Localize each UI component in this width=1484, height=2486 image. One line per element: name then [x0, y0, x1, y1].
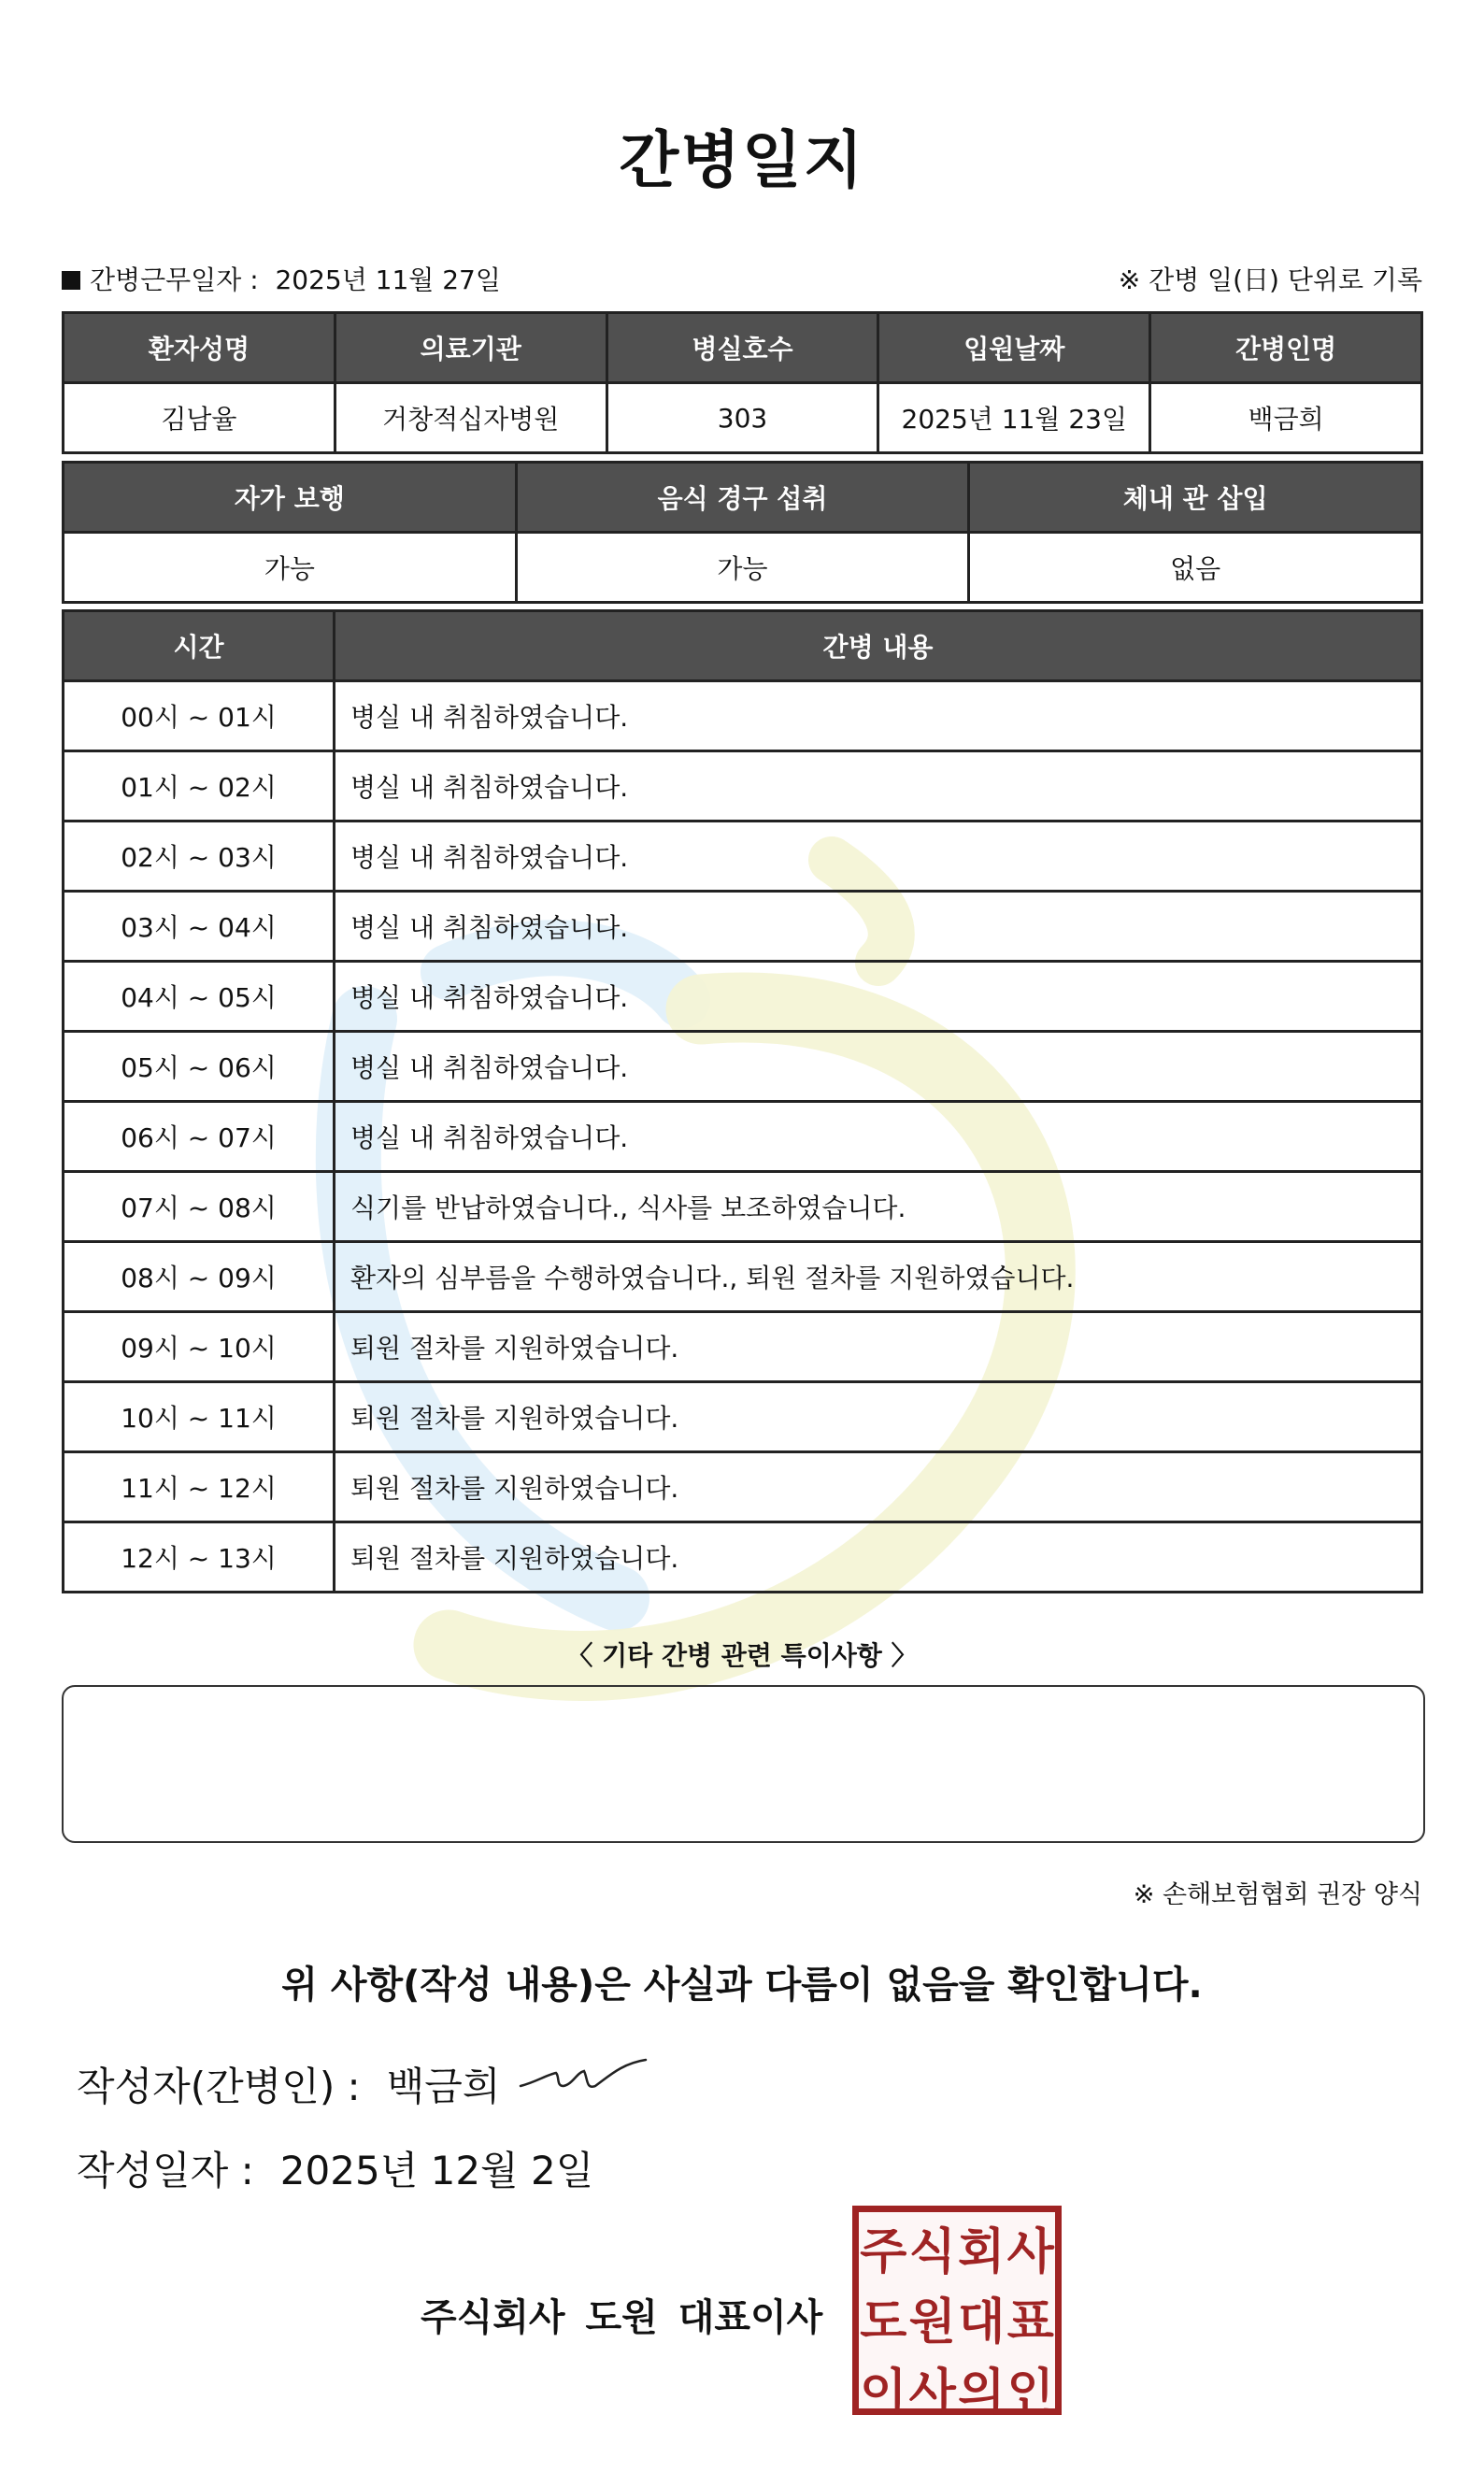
log-time: 10시 ~ 11시	[64, 1382, 335, 1452]
seal-char: 회	[958, 2224, 1006, 2280]
log-content: 퇴원 절차를 지원하였습니다.	[335, 1312, 1422, 1382]
write-date-value: 2025년 12월 2일	[279, 2148, 594, 2193]
seal-char: 도	[860, 2294, 907, 2350]
header-patient-name: 환자성명	[64, 313, 335, 383]
admission-date: 2025년 11월 23일	[878, 383, 1150, 453]
work-date-line	[62, 260, 501, 297]
seal-char: 이	[860, 2365, 907, 2421]
header-hospital: 의료기관	[335, 313, 606, 383]
log-row	[64, 1522, 1422, 1593]
log-body	[64, 681, 1422, 1593]
status-value-row	[64, 533, 1422, 603]
hospital: 거창적십자병원	[335, 383, 606, 453]
seal-char: 대	[958, 2294, 1006, 2350]
log-content: 병실 내 취침하였습니다.	[335, 681, 1422, 751]
company-name: 주식회사 도원 대표이사	[421, 2296, 823, 2339]
tube-status: 없음	[969, 533, 1422, 603]
header-admission-date: 입원날짜	[878, 313, 1150, 383]
seal-char: 원	[908, 2294, 956, 2350]
seal-char: 사	[1006, 2224, 1054, 2280]
write-date-label: 작성일자 :	[77, 2148, 254, 2193]
log-row	[64, 962, 1422, 1032]
log-header-row	[64, 611, 1422, 681]
log-content: 퇴원 절차를 지원하였습니다.	[335, 1522, 1422, 1593]
log-time: 12시 ~ 13시	[64, 1522, 335, 1593]
signature-icon	[519, 2054, 649, 2095]
oral-intake-status: 가능	[516, 533, 969, 603]
header-oral-intake: 음식 경구 섭취	[516, 463, 969, 533]
log-time: 09시 ~ 10시	[64, 1312, 335, 1382]
log-content: 병실 내 취침하였습니다.	[335, 751, 1422, 822]
log-row	[64, 1382, 1422, 1452]
header-caregiver: 간병인명	[1150, 313, 1422, 383]
patient-name: 김남율	[64, 383, 335, 453]
log-row	[64, 892, 1422, 962]
caregiver-name: 백금희	[1150, 383, 1422, 453]
log-content: 병실 내 취침하였습니다.	[335, 1102, 1422, 1172]
log-row	[64, 1102, 1422, 1172]
association-note: ※ 손해보험협회 권장 양식	[1133, 1880, 1422, 1909]
log-time: 04시 ~ 05시	[64, 962, 335, 1032]
header-room: 병실호수	[606, 313, 878, 383]
walking-status: 가능	[64, 533, 517, 603]
header-tube: 체내 관 삽입	[969, 463, 1422, 533]
page-title: 간병일지	[619, 124, 865, 196]
work-date-label: 간병근무일자 :	[90, 264, 259, 295]
seal-char: 표	[1006, 2294, 1054, 2350]
log-content: 퇴원 절차를 지원하였습니다.	[335, 1382, 1422, 1452]
log-time: 01시 ~ 02시	[64, 751, 335, 822]
log-time: 06시 ~ 07시	[64, 1102, 335, 1172]
patient-info-table	[62, 311, 1423, 454]
care-log-table	[62, 609, 1423, 1593]
info-header-row	[64, 313, 1422, 383]
seal-char: 주	[860, 2224, 907, 2280]
log-row	[64, 1312, 1422, 1382]
log-content: 병실 내 취침하였습니다.	[335, 892, 1422, 962]
log-content: 병실 내 취침하였습니다.	[335, 1032, 1422, 1102]
log-time: 08시 ~ 09시	[64, 1242, 335, 1312]
room-number: 303	[606, 383, 878, 453]
log-row	[64, 1172, 1422, 1242]
writer-label: 작성자(간병인) :	[77, 2064, 361, 2109]
log-content: 병실 내 취침하였습니다.	[335, 962, 1422, 1032]
log-time: 03시 ~ 04시	[64, 892, 335, 962]
work-date-value: 2025년 11월 27일	[275, 264, 501, 295]
log-time: 02시 ~ 03시	[64, 822, 335, 892]
seal-char: 의	[958, 2365, 1006, 2421]
writer-name: 백금희	[386, 2064, 501, 2109]
confirmation-text: 위 사항(작성 내용)은 사실과 다름이 없음을 확인합니다.	[281, 1964, 1203, 2007]
seal-char: 사	[908, 2365, 956, 2421]
remarks-title: 〈 기타 간병 관련 특이사항 〉	[566, 1640, 918, 1671]
seal-char: 인	[1006, 2365, 1054, 2421]
status-header-row	[64, 463, 1422, 533]
log-row	[64, 1242, 1422, 1312]
writer-line	[77, 2056, 500, 2112]
header-walking: 자가 보행	[64, 463, 517, 533]
log-time: 00시 ~ 01시	[64, 681, 335, 751]
header-content: 간병 내용	[335, 611, 1422, 681]
log-row	[64, 822, 1422, 892]
patient-status-table	[62, 461, 1423, 604]
log-content: 퇴원 절차를 지원하였습니다.	[335, 1452, 1422, 1522]
log-row	[64, 751, 1422, 822]
log-content: 병실 내 취침하였습니다.	[335, 822, 1422, 892]
log-time: 05시 ~ 06시	[64, 1032, 335, 1102]
log-content: 환자의 심부름을 수행하였습니다., 퇴원 절차를 지원하였습니다.	[335, 1242, 1422, 1312]
square-bullet-icon	[62, 271, 80, 290]
log-time: 07시 ~ 08시	[64, 1172, 335, 1242]
remarks-box	[62, 1685, 1425, 1843]
seal-char: 식	[908, 2224, 956, 2280]
company-seal	[852, 2206, 1062, 2421]
log-content: 식기를 반납하였습니다., 식사를 보조하였습니다.	[335, 1172, 1422, 1242]
header-time: 시간	[64, 611, 335, 681]
log-row	[64, 1452, 1422, 1522]
unit-note: ※ 간병 일(日) 단위로 기록	[1118, 264, 1422, 295]
log-row	[64, 1032, 1422, 1102]
write-date-line	[77, 2140, 593, 2196]
log-row	[64, 681, 1422, 751]
log-time: 11시 ~ 12시	[64, 1452, 335, 1522]
info-value-row	[64, 383, 1422, 453]
